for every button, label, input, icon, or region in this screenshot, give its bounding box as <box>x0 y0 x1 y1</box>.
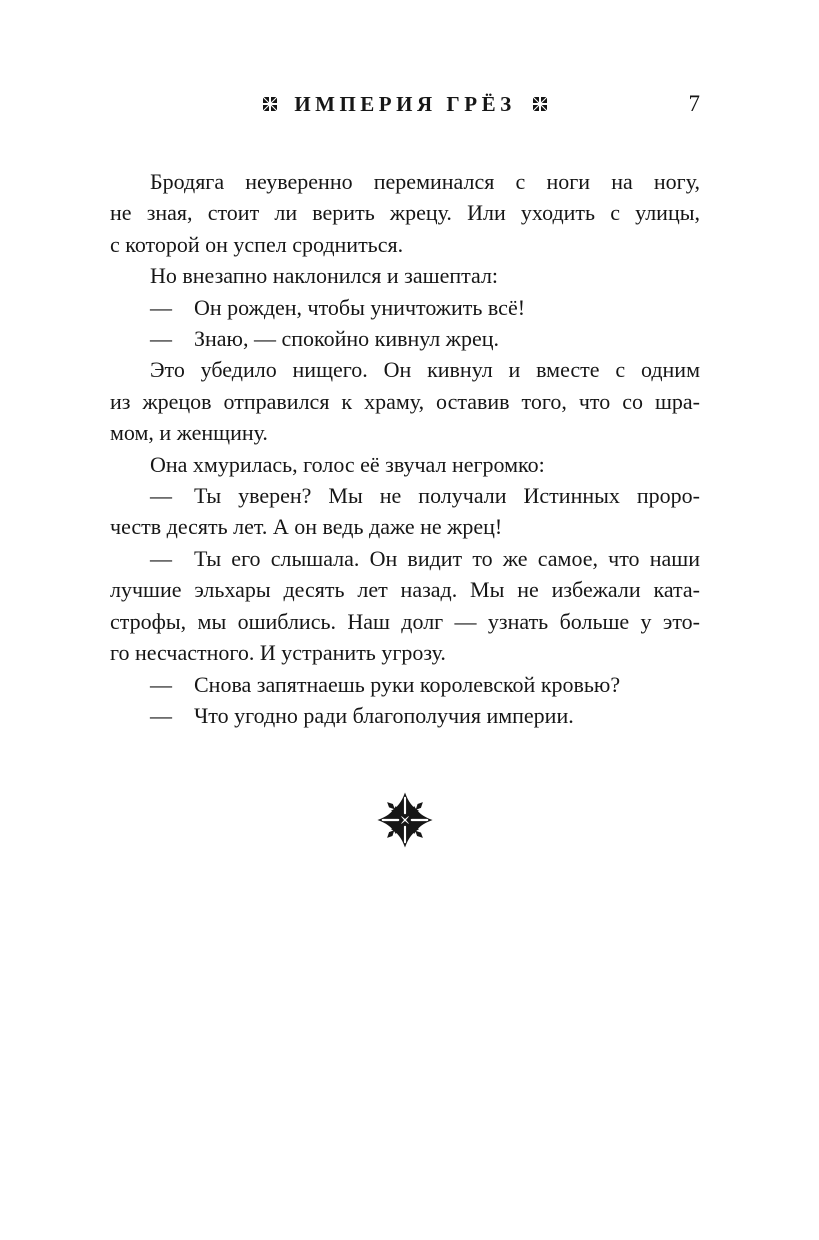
paragraph <box>110 354 700 448</box>
paragraph <box>110 480 700 543</box>
text-line: — Он рожден, чтобы уничтожить всё! <box>150 294 526 320</box>
text-line: го несчастного. И устранить угрозу. <box>110 640 446 666</box>
text-line: Это убедило нищего. Он кивнул и вместе с одним <box>150 357 700 383</box>
text-line: мом, и женщину. <box>110 420 268 446</box>
running-header <box>110 90 700 118</box>
section-divider <box>110 791 700 849</box>
text-line: лучшие эльхары десять лет назад. Мы не избежали ката- <box>110 577 700 603</box>
square-fleuron-icon <box>533 97 547 111</box>
text-line: Бродяга неуверенно переминался с ноги на ногу, <box>150 169 700 194</box>
running-header-center <box>110 90 700 118</box>
paragraph <box>110 449 700 480</box>
text-line: — Знаю, — спокойно кивнул жрец. <box>150 326 500 352</box>
text-line: — Что угодно ради благополучия империи. <box>150 702 574 728</box>
text-line: честв десять лет. А он ведь даже не жрец! <box>110 514 503 540</box>
text-line: с которой он успел сродниться. <box>110 231 404 257</box>
paragraph <box>110 700 700 731</box>
running-title: ИМПЕРИЯ ГРЁЗ <box>294 92 516 116</box>
star-fleuron-icon <box>376 791 434 849</box>
text-line: из жрецов отправился к храму, оставив того, что со шра- <box>110 388 700 414</box>
text-line: Но внезапно наклонился и зашептал: <box>150 263 499 289</box>
page-text <box>110 166 700 731</box>
paragraph <box>110 543 700 669</box>
paragraph <box>110 669 700 700</box>
paragraph <box>110 166 700 260</box>
paragraph <box>110 260 700 291</box>
paragraph <box>110 323 700 354</box>
paragraph <box>110 292 700 323</box>
text-line: — Ты уверен? Мы не получали Истинных проро- <box>150 483 700 509</box>
square-fleuron-icon <box>263 97 277 111</box>
text-line: — Снова запятнаешь руки королевской кровью? <box>150 671 621 697</box>
text-line: Она хмурилась, голос её звучал негромко: <box>150 451 545 477</box>
text-line: не зная, стоит ли верить жрецу. Или уходить с улицы, <box>110 200 700 226</box>
text-line: строфы, мы ошиблись. Наш долг — узнать больше у это- <box>110 608 700 634</box>
text-line: — Ты его слышала. Он видит то же самое, что наши <box>150 545 700 571</box>
page-number: 7 <box>688 91 700 116</box>
